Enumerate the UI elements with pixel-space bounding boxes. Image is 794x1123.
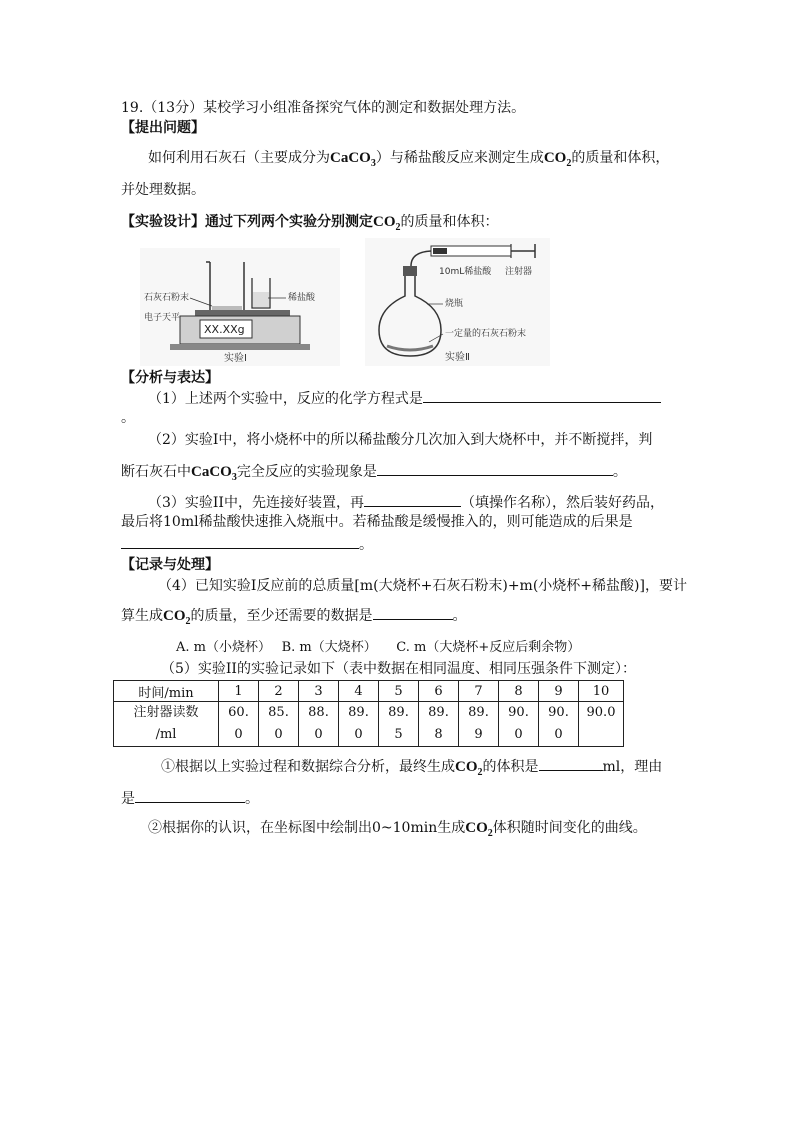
question-3-line-3: 。 [121,534,373,555]
section-question: 【提出问题】 [121,120,205,136]
formula-co2: $CO_2$ [465,820,493,839]
question-1: （1）上述两个实验中，反应的化学方程式是 [148,388,661,409]
label-powder: 石灰石粉末 [144,293,190,303]
answer-blank-3b[interactable] [121,534,359,549]
experiment-2-figure [365,238,550,366]
table-cell: 89. 5 [379,702,419,747]
table-cell: 90. 0 [499,702,539,747]
question-header: 19.（13分）某校学习小组准备探究气体的测定和数据处理方法。 [121,100,526,116]
table-cell: 8 [499,681,539,702]
label-acid-2: 10mL稀盐酸 [439,267,492,277]
table-cell: 89. 0 [339,702,379,747]
table-row-reading [114,702,624,747]
answer-blank-2[interactable] [377,461,613,476]
options-line: A. m（小烧杯） B. m（大烧杯） C. m（大烧杯+反应后剩余物） [176,640,581,655]
table-header-reading: 注射器读数 /ml [114,702,219,747]
experiment-1-figure [140,248,340,366]
question-2-line-1: （2）实验Ⅰ中，将小烧杯中的所以稀盐酸分几次加入到大烧杯中，并不断搅拌，判 [148,432,653,448]
table-cell: 60. 0 [219,702,259,747]
design-line: 【实验设计】通过下列两个实验分别测定$CO_2$的质量和体积： [121,214,499,233]
caption-2: 实验Ⅱ [445,352,470,363]
subquestion-1-line-2: 是 。 [121,788,259,809]
record-table [113,680,624,747]
question-2-line-2: 断石灰石中CaCO$_3$完全反应的实验现象是 。 [121,461,627,488]
subquestion-1-line-1: ①根据以上实验过程和数据综合分析，最终生成$CO_2$的体积是 ml，理由 [161,756,662,783]
table-cell: 89. 9 [459,702,499,747]
table-cell: 3 [299,681,339,702]
answer-blank-5a[interactable] [539,756,603,771]
question-3-line-2: 最后将10ml稀盐酸快速推入烧瓶中。若稀盐酸是缓慢推入的，则可能造成的后果是 [121,514,633,530]
question-1-end: 。 [121,410,135,426]
formula-caco3: CaCO$_3$ [330,150,376,169]
table-cell: 5 [379,681,419,702]
formula-co2: $CO_2$ [543,150,572,169]
question-3-line-1: （3）实验II中，先连接好装置，再 （填操作名称），然后装好药品， [148,492,664,513]
caption-1: 实验Ⅰ [224,353,247,364]
table-cell: 2 [259,681,299,702]
table-cell: 10 [579,681,624,702]
table-cell: 89. 8 [419,702,459,747]
label-scale: 电子天平 [144,313,181,323]
formula-caco3: CaCO$_3$ [191,464,237,483]
answer-blank-1[interactable] [423,388,661,403]
formula-co2: $CO_2$ [163,608,191,627]
question-5: （5）实验II的实验记录如下（表中数据在相同温度、相同压强条件下测定）： [161,661,636,677]
intro-line-1: 如何利用石灰石（主要成分为CaCO$_3$）与稀盐酸反应来测定生成$CO_2$的质量和体积， [148,150,670,169]
label-syringe: 注射器 [505,267,533,277]
table-cell: 4 [339,681,379,702]
table-cell: 88. 0 [299,702,339,747]
label-flask: 烧瓶 [445,299,464,309]
intro-line-2: 并处理数据。 [121,182,205,198]
question-4-line-1: （4）已知实验Ⅰ反应前的总质量[m(大烧杯+石灰石粉末)+m(小烧杯+稀盐酸)]，要计 [158,578,687,594]
table-row-time [114,681,624,702]
table-header-time: 时间/min [114,681,219,702]
formula-co2: $CO_2$ [455,759,483,778]
table-cell: 85. 0 [259,702,299,747]
table-cell: 9 [539,681,579,702]
question-4-line-2: 算生成$CO_2$的质量，至少还需要的数据是 。 [121,605,467,632]
answer-blank-5b[interactable] [135,788,245,803]
answer-blank-3a[interactable] [364,492,461,507]
subquestion-2: ②根据你的认识，在坐标图中绘制出0~10min生成$CO_2$体积随时间变化的曲线。 [148,820,647,839]
label-acid: 稀盐酸 [288,293,316,303]
table-cell: 1 [219,681,259,702]
table-cell: 7 [459,681,499,702]
label-powder-2: 一定量的石灰石粉末 [445,329,527,339]
answer-blank-4[interactable] [373,605,453,620]
scale-display: XX.XXg [204,323,245,336]
section-analysis: 【分析与表达】 [121,370,219,386]
table-cell: 90. 0 [539,702,579,747]
table-cell: 90.0 [579,702,624,747]
section-record: 【记录与处理】 [121,557,219,573]
table-cell: 6 [419,681,459,702]
formula-co2: $CO_2$ [373,214,401,233]
